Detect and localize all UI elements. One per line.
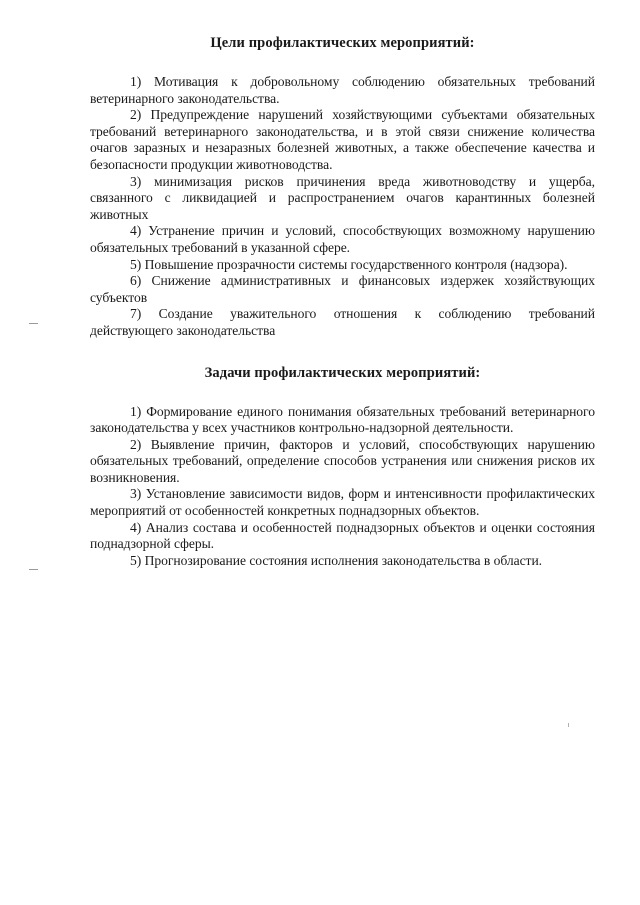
tasks-title: Задачи профилактических мероприятий: [204, 364, 481, 381]
scan-speck [568, 723, 569, 727]
task-item-4: 4) Анализ состава и особенностей поднадзорных объектов и оценки состояния поднадзорной сферы. [90, 519, 595, 552]
goal-item-7: 7) Создание уважительного отношения к соблюдению требований действующего законодательства [90, 306, 595, 338]
scan-margin-mark [29, 323, 38, 324]
goals-list [90, 74, 595, 340]
document-body [90, 34, 595, 569]
scan-margin-mark [29, 569, 38, 570]
task-item-3: 3) Установление зависимости видов, форм и интенсивности профилактических мероприятий от особенностей конкретных поднадзорных объектов. [90, 486, 595, 519]
goal-item-5: 5) Повышение прозрачности системы государственного контроля (надзора). [130, 256, 568, 272]
goal-item-2: 2) Предупреждение нарушений хозяйствующими субъектами обязательных требований ветеринарного законодательства, и в этой связи снижение количества очагов заразных и незаразных болезней животных, а также обеспечение качества и безопасности продукции животноводства. [90, 107, 595, 172]
goal-item-6: 6) Снижение административных и финансовых издержек хозяйствующих субъектов [90, 273, 595, 305]
task-item-1: 1) Формирование единого понимания обязательных требований ветеринарного законодательства у всех участников контрольно-надзорной деятельности. [90, 403, 595, 436]
goal-item-1: 1) Мотивация к добровольному соблюдению обязательных требований ветеринарного законодательства. [90, 74, 595, 106]
task-item-2: 2) Выявление причин, факторов и условий, способствующих нарушению обязательных требований, определение способов устранения или снижения рисков их возникновения. [90, 436, 595, 485]
goal-item-3: 3) минимизация рисков причинения вреда животноводству и ущерба, связанного с ликвидацией и распространением очагов карантинных болезней животных [90, 173, 595, 222]
goals-title: Цели профилактических мероприятий: [210, 35, 475, 51]
goal-item-4: 4) Устранение причин и условий, способствующих возможному нарушению обязательных требований в указанной сфере. [90, 223, 595, 255]
tasks-list [90, 404, 595, 570]
task-item-5: 5) Прогнозирование состояния исполнения законодательства в области. [130, 552, 543, 568]
